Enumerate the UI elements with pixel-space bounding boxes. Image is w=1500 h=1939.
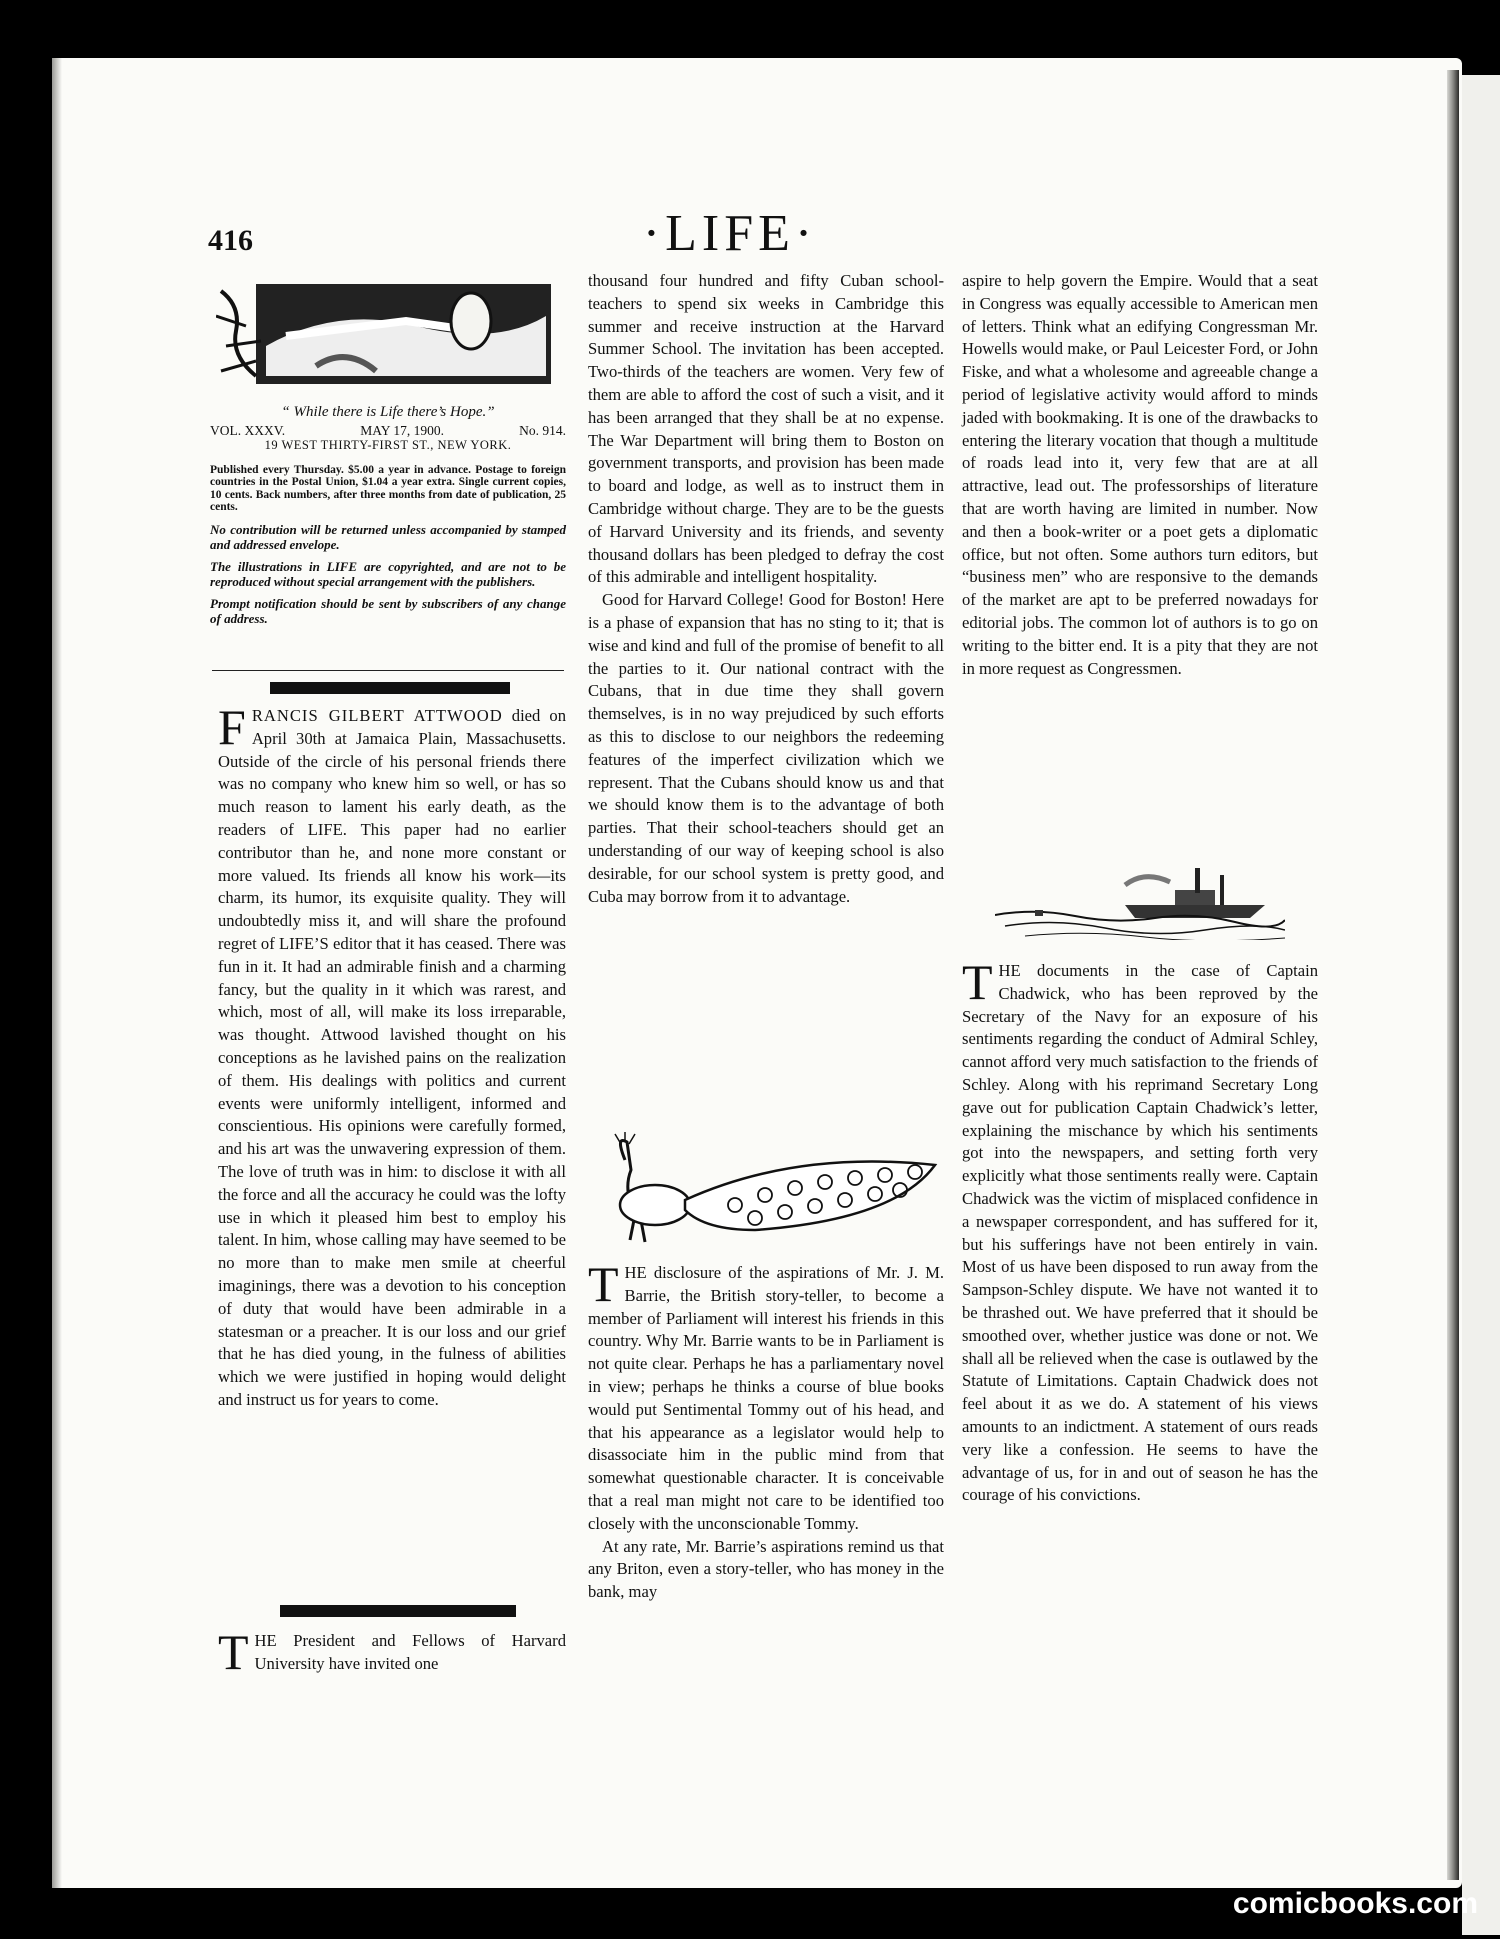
harvard-continued: thousand four hundred and fifty Cuban school-teachers to spend six weeks in Cambridge this summer and receive instruction at the Harvard Summer School. The invitation has been accepted. Two-thirds of the teachers are women. Very few of them are able to afford the cost of such a visit, and it has been arranged that they shall be at no expense. The War Department will bring them to Boston on government transports, and provision has been made to board and lodge, as well as to instruct them in Cambridge without charge. They are to be the guests of Harvard University and its friends, and seventy thousand dollars has been pledged to defray the cost of this admirable and intelligent hospitality. <box>588 271 944 587</box>
issue-date: MAY 17, 1900. <box>360 422 445 438</box>
barrie-article <box>588 1256 944 1536</box>
harvard-article-start <box>218 1624 566 1680</box>
barrie-body: HE disclosure of the aspirations of Mr. J. M. Barrie, the British story-teller, to become a member of Parliament will interest his friends in this country. Why Mr. Barrie wants to be in Parliament is not quite clear. Perhaps he has a parliamentary novel in view; perhaps he thinks a course of blue books would put Sentimental Tommy out of his head, and that his appearance as a legislator would help to disassociate him in the public mind from that somewhat questionable character. It is conceivable that a real man might not care to be identified too closely with the unconscionable Tommy. <box>588 1263 944 1533</box>
drop-cap: T <box>962 954 993 1010</box>
barrie-continued: aspire to help govern the Empire. Would that a seat in Congress was equally accessible to American men of letters. Think what an edifying Congressman Mr. Howells would make, or Paul Leicester Ford, or John Fiske, and what a wholesome and agreeable change a period of legislative activity would afford to minds jaded with bookmaking. It is one of the drawbacks to entering the literary vocation that though a multitude of roads lead into it, very few that are at all attractive, lead out. The professorships of literature that are worth having are limited in number. Now and then a book-writer or a poet gets a diplomatic office, but not often. Some authors turn editors, but “business men” who are responsive to the demands of the market are apt to be preferred nowadays for editorial jobs. The common lot of authors is to go on writing to the bitter end. It is a pity that they are not in more request as Congressmen. <box>962 271 1318 678</box>
contribution-notice: No contribution will be returned unless accompanied by stamped and addressed envelope. <box>210 521 566 552</box>
attwood-article <box>218 699 566 1412</box>
attwood-first-line: RANCIS GILBERT ATTWOOD <box>251 706 503 725</box>
facing-page-edge <box>1462 75 1500 1935</box>
divider-line <box>212 670 564 671</box>
battleship-illustration-icon <box>995 860 1285 940</box>
chadwick-article <box>962 954 1318 1507</box>
section-bar <box>270 682 510 694</box>
life-masthead-illustration-icon <box>216 276 556 396</box>
page-edge-shadow <box>52 58 62 1888</box>
column-3-chadwick <box>962 954 1318 1507</box>
harvard-start: HE President and Fellows of Harvard University have invited one <box>254 1631 566 1673</box>
attwood-body: died on April 30th at Jamaica Plain, Massachusetts. Outside of the circle of his personal friends there was no company who knew him so well, or has so much reason to lament his early death, as the readers of LIFE. This paper had no earlier contributor than he, and none more constant or more valued. Its friends all know his work—its charm, its humor, its exquisite quality. They will undoubtedly miss it, and will share the profound regret of LIFE’S editor that it has ceased. There was fun in it. It had an admirable finish and a charming fancy, but the quality in it which was rarest, and which, most of all, will make its loss irreparable, was thought. Attwood lavished thought on his conceptions as he lavished pains on the realization of them. His dealings with politics and current events were uniformly intelligent, informed and conscientious. His opinions were carefully formed, and his art was the unwavering expression of them. The love of truth was in him: to disclose it with all the force and all the accuracy he could was the lofty use in which it pleased him best to employ his talent. In him, whose calling may have seemed to be no more than to make men smile at cheerful imaginings, there was a devotion to his conception of duty that would have been admirable in a statesman or a preacher. It is our loss and our grief that he has died young, in the fulness of abilities which we were justified in hoping would delight and instruct us for years to come. <box>218 706 566 1409</box>
column-3 <box>962 270 1318 680</box>
good-for-harvard: Good for Harvard College! Good for Boston! Here is a phase of expansion that has no sting to it; that is wise and kind and full of the promise of benefit to all the parties to it. Our national contract with the Cubans, that in due time they shall govern themselves, is in no way prejudiced by such efforts as this to disclose to our neighbors the redeeming features of the imperfect civilization which we represent. That the Cubans should know us and that we should know them is to the advantage of both parties. That their school-teachers should get an understanding of our way of keeping school is also desirable, for our school system is pretty good, and Cuba may borrow from it to advantage. <box>588 590 944 906</box>
address: 19 WEST THIRTY-FIRST ST., NEW YORK. <box>264 438 512 452</box>
column-1-harvard <box>218 1624 566 1680</box>
drop-cap: T <box>588 1256 619 1312</box>
column-1 <box>218 699 566 1412</box>
barrie-any-rate: At any rate, Mr. Barrie’s aspirations remind us that any Briton, even a story-teller, who has money in the bank, may <box>588 1536 944 1602</box>
peacock-illustration-icon <box>595 1130 945 1250</box>
chadwick-body: HE documents in the case of Captain Chadwick, who has been reproved by the Secretary of the Navy for an exposure of his sentiments regarding the conduct of Admiral Schley, cannot afford very much satisfaction to the friends of Schley. Along with his reprimand Secretary Long gave out for publication Captain Chadwick’s letter, explaining the mischance by which his sentiments got into the newspapers, and setting forth very explicitly what those sentiments really were. Captain Chadwick was the victim of misplaced confidence in a newspaper correspondent, and has suffered for it, but his sufferings have not been entirely in vain. Most of us have been disposed to run away from the Sampson-Schley dispute. We have not wanted it to be thrashed out. We have preferred that it should be smoothed over, whether justice was done or not. We shall all be relieved when the case is outlawed by the Statute of Limitations. Captain Chadwick does not feel about it as we do. A statement of his views amounts to an indictment. A statement of ours reads very like a confession. He seems to have the advantage of us, for in and out of season he has the courage of his convictions. <box>962 961 1318 1505</box>
volume: VOL. XXXV. <box>210 422 286 438</box>
motto: “ While there is Life there’s Hope.” <box>281 404 495 420</box>
drop-cap: T <box>218 1624 249 1680</box>
watermark-text: comicbooks.com <box>1232 1887 1478 1920</box>
address-change-notice: Prompt notification should be sent by subscribers of any change of address. <box>210 595 566 626</box>
issue-number: No. 914. <box>519 422 566 438</box>
masthead-title: ·LIFE· <box>642 205 818 262</box>
section-bar <box>280 1605 516 1617</box>
column-2-barrie <box>588 1256 944 1604</box>
page-number: 416 <box>208 224 253 257</box>
volume-row <box>210 423 566 439</box>
drop-cap: F <box>218 699 246 755</box>
publishing-terms: Published every Thursday. $5.00 a year in advance. Postage to foreign countries in the Postal Union, $1.04 a year extra. Single current copies, 10 cents. Back numbers, after three months from date of publication, 25 cents. <box>210 463 566 513</box>
column-2 <box>588 270 944 908</box>
publication-info <box>210 405 566 633</box>
book-spine <box>1447 70 1459 1880</box>
copyright-notice: The illustrations in LIFE are copyrighted, and are not to be reproduced without special arrangement with the publishers. <box>210 558 566 589</box>
